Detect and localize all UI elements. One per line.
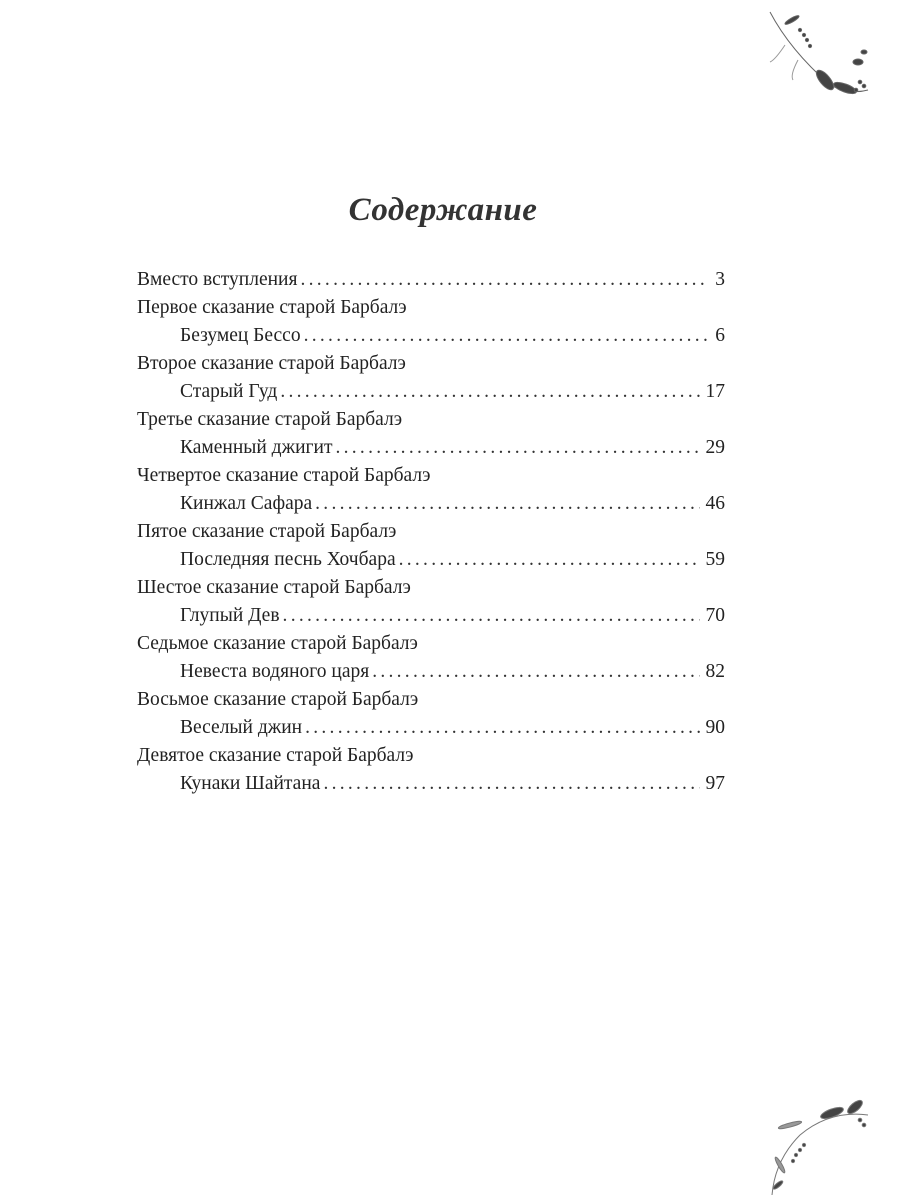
toc-entry[interactable] (137, 490, 725, 518)
toc-entry-title: Кунаки Шайтана (180, 773, 321, 794)
page-title: Содержание (348, 192, 538, 229)
toc-entry[interactable] (137, 658, 725, 686)
leader-dots (323, 770, 699, 798)
toc-page-number: 70 (705, 605, 725, 626)
toc-entry[interactable] (137, 770, 725, 798)
toc-entry-title: Веселый джин (180, 717, 303, 738)
toc-page-number: 6 (715, 325, 725, 346)
leader-dots (280, 378, 699, 406)
toc-section-title: Шестое сказание старой Барбалэ (137, 577, 411, 598)
toc-section-heading (137, 742, 725, 770)
leader-dots (283, 602, 700, 630)
toc-entry[interactable] (137, 434, 725, 462)
toc-section-heading (137, 518, 725, 546)
toc-page-number: 46 (705, 493, 725, 514)
leader-dots (305, 714, 699, 742)
toc-section-title: Девятое сказание старой Барбалэ (137, 745, 414, 766)
toc-entry[interactable] (137, 266, 725, 294)
toc-section-title: Третье сказание старой Барбалэ (137, 409, 403, 430)
toc-entry[interactable] (137, 714, 725, 742)
toc-section-heading (137, 686, 725, 714)
toc-entry-title: Безумец Бессо (180, 325, 301, 346)
toc-section-heading (137, 406, 725, 434)
toc-section-title: Первое сказание старой Барбалэ (137, 297, 407, 318)
toc-entry-title: Кинжал Сафара (180, 493, 313, 514)
toc-page-number: 3 (715, 269, 725, 290)
floral-ornament-top (760, 0, 870, 100)
leader-dots (335, 434, 699, 462)
toc-page-number: 82 (705, 661, 725, 682)
toc-entry-title: Последняя песнь Хочбара (180, 549, 396, 570)
toc-section-title: Второе сказание старой Барбалэ (137, 353, 406, 374)
toc-section-title: Пятое сказание старой Барбалэ (137, 521, 397, 542)
toc-entry-title: Глупый Дев (180, 605, 280, 626)
floral-ornament-bottom (760, 1095, 870, 1200)
toc-entry[interactable] (137, 546, 725, 574)
toc-page-number: 17 (705, 381, 725, 402)
toc-entry[interactable] (137, 378, 725, 406)
toc-entry-title: Каменный джигит (180, 437, 333, 458)
toc-section-heading (137, 294, 725, 322)
toc-section-heading (137, 574, 725, 602)
toc-page-number: 90 (705, 717, 725, 738)
table-of-contents (137, 266, 725, 798)
leader-dots (399, 546, 700, 574)
toc-section-title: Седьмое сказание старой Барбалэ (137, 633, 418, 654)
leader-dots (304, 322, 710, 350)
toc-section-title: Восьмое сказание старой Барбалэ (137, 689, 419, 710)
toc-entry-title: Невеста водяного царя (180, 661, 370, 682)
toc-section-heading (137, 630, 725, 658)
toc-entry-title: Старый Гуд (180, 381, 278, 402)
leader-dots (315, 490, 699, 518)
toc-section-title: Четвертое сказание старой Барбалэ (137, 465, 431, 486)
toc-page-number: 59 (705, 549, 725, 570)
leader-dots (372, 658, 699, 686)
leader-dots (300, 266, 709, 294)
toc-page-number: 29 (705, 437, 725, 458)
toc-section-heading (137, 350, 725, 378)
toc-entry[interactable] (137, 602, 725, 630)
toc-section-heading (137, 462, 725, 490)
toc-entry[interactable] (137, 322, 725, 350)
toc-entry-title: Вместо вступления (137, 269, 298, 290)
toc-page-number: 97 (705, 773, 725, 794)
